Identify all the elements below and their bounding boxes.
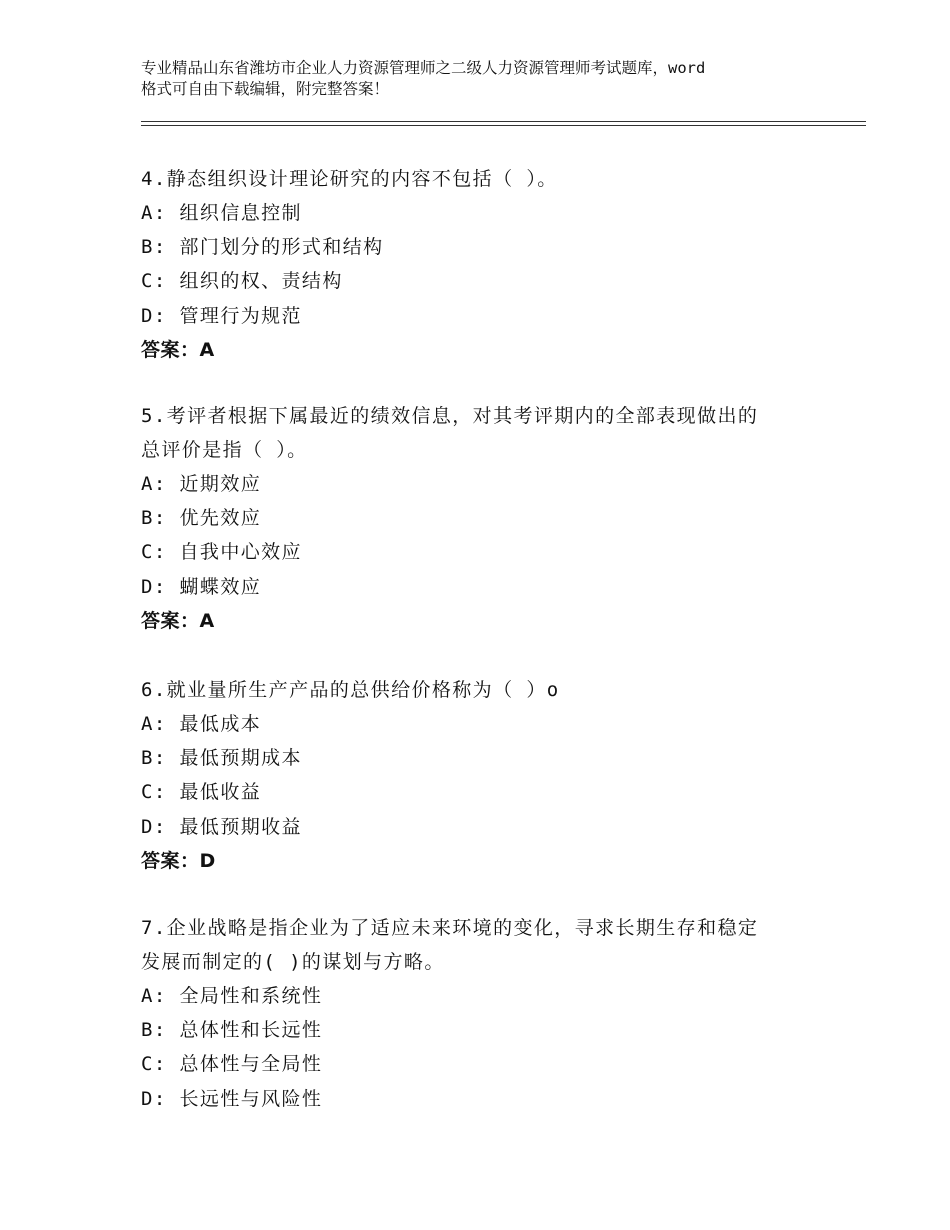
question-stem: 5.考评者根据下属最近的绩效信息，对其考评期内的全部表现做出的 总评价是指（ ）。 [141, 405, 759, 461]
option-a: A: 最低成本 [141, 713, 262, 735]
question-stem: 6.就业量所生产产品的总供给价格称为（ ）o [141, 679, 560, 701]
option-d: D: 管理行为规范 [141, 304, 302, 327]
question-stem: 7.企业战略是指企业为了适应未来环境的变化，寻求长期生存和稳定 发展而制定的( )的谋划与方略。 [141, 917, 759, 973]
question-stem: 4.静态组织设计理论研究的内容不包括（ ）。 [141, 168, 558, 190]
option-b: B: 最低预期成本 [141, 747, 302, 770]
option-a: A: 全局性和系统性 [141, 985, 323, 1007]
option-b: B: 部门划分的形式和结构 [141, 236, 384, 259]
option-d: D: 最低预期收益 [141, 815, 302, 838]
option-c: C: 组织的权、责结构 [141, 270, 343, 293]
question-6 [141, 673, 821, 878]
option-d: D: 蝴蝶效应 [141, 575, 262, 598]
answer-label: 答案：A [141, 338, 215, 361]
option-c: C: 最低收益 [141, 781, 262, 804]
question-5 [141, 399, 821, 638]
header-divider-bottom [141, 125, 866, 126]
option-a: A: 近期效应 [141, 473, 262, 495]
header-divider-top [141, 121, 866, 122]
option-b: B: 总体性和长远性 [141, 1019, 323, 1042]
answer-label: 答案：A [141, 609, 215, 632]
document-header: 专业精品山东省潍坊市企业人力资源管理师之二级人力资源管理师考试题库，word 格式可自由下载编辑，附完整答案！ [141, 59, 706, 98]
question-7 [141, 911, 821, 1116]
option-c: C: 自我中心效应 [141, 541, 302, 564]
option-a: A: 组织信息控制 [141, 202, 302, 224]
option-c: C: 总体性与全局性 [141, 1053, 323, 1076]
answer-label: 答案：D [141, 849, 216, 872]
question-4 [141, 162, 821, 367]
option-b: B: 优先效应 [141, 507, 262, 530]
option-d: D: 长远性与风险性 [141, 1087, 323, 1110]
